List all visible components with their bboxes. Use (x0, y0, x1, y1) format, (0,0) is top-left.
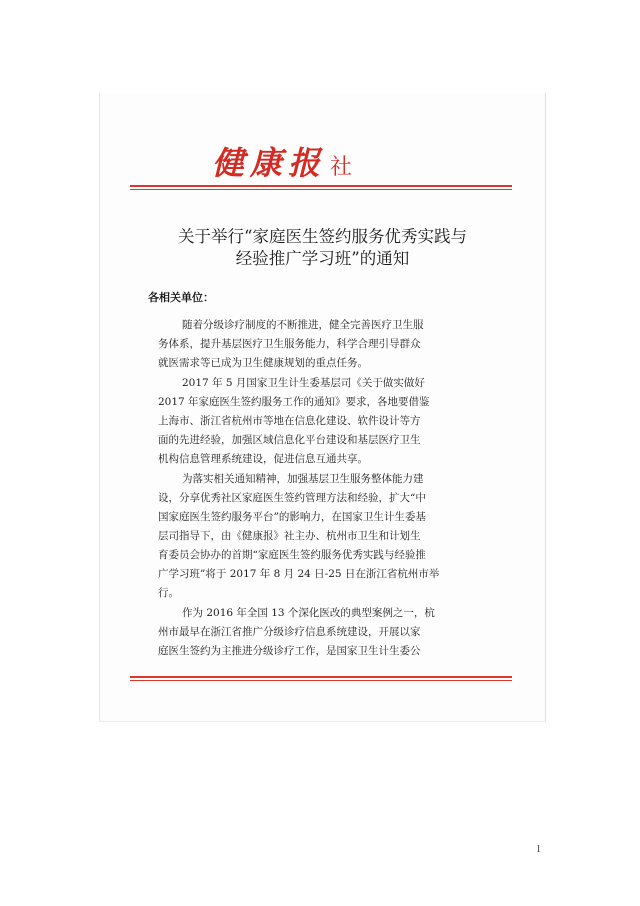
paragraph-line: 上海市、浙江省杭州市等地在信息化建设、软件设计等方 (158, 415, 421, 427)
paragraph-line: 作为 2016 年全国 13 个深化医改的典型案例之一，杭 (182, 607, 435, 619)
masthead-suffix: 社 (330, 155, 353, 180)
paragraph-line: 2017 年 5 月国家卫生计生委基层司《关于做实做好 (182, 377, 425, 389)
paragraph-line: 机构信息管理系统建设，促进信息互通共享。 (158, 453, 368, 465)
paragraph-line: 面的先进经验，加强区域信息化平台建设和基层医疗卫生 (158, 434, 421, 446)
paragraph-1 (158, 316, 424, 373)
page-number: 1 (536, 844, 541, 855)
paragraph-3 (158, 470, 439, 603)
masthead-name: 健康报 (212, 144, 327, 182)
paragraph-line: 国家庭医生签约服务平台”的影响力，在国家卫生计生委基 (158, 511, 426, 523)
footer-rule-thin (130, 680, 512, 681)
title-line-1: 关于举行“家庭医生签约服务优秀实践与 (178, 227, 467, 246)
footer-rule-thick (130, 676, 512, 678)
paragraph-line: 广学习班”将于 2017 年 8 月 24 日-25 日在浙江省杭州市举 (158, 568, 440, 580)
header-rule-thin (130, 189, 512, 190)
masthead-logo (212, 143, 352, 183)
paragraph-line: 就医需求等已成为卫生健康规划的重点任务。 (158, 357, 368, 369)
salutation: 各相关单位： (148, 291, 214, 304)
scanned-letter-page (99, 93, 546, 722)
paragraph-line: 庭医生签约为主推进分级诊疗工作，是国家卫生计生委公 (158, 645, 421, 657)
paragraph-4 (158, 604, 435, 661)
header-rule-thick (130, 185, 512, 187)
paragraph-line: 2017 年家庭医生签约服务工作的通知》要求，各地要借鉴 (158, 396, 430, 408)
paragraph-line: 层司指导下，由《健康报》社主办、杭州市卫生和计划生 (158, 530, 421, 542)
title-line-2: 经验推广学习班”的通知 (235, 249, 410, 268)
paragraph-line: 行。 (158, 587, 179, 599)
paragraph-line: 为落实相关通知精神，加强基层卫生服务整体能力建 (182, 473, 424, 485)
paragraph-2 (158, 374, 430, 469)
paragraph-line: 务体系，提升基层医疗卫生服务能力，科学合理引导群众 (158, 338, 421, 350)
paragraph-line: 育委员会协办的首期“家庭医生签约服务优秀实践与经验推 (158, 549, 426, 561)
paragraph-line: 设，分享优秀社区家庭医生签约管理方法和经验，扩大“中 (158, 492, 426, 504)
paragraph-line: 随着分级诊疗制度的不断推进，健全完善医疗卫生服 (182, 319, 424, 331)
paragraph-line: 州市最早在浙江省推广分级诊疗信息系统建设，开展以家 (158, 626, 421, 638)
notice-title (120, 226, 525, 270)
